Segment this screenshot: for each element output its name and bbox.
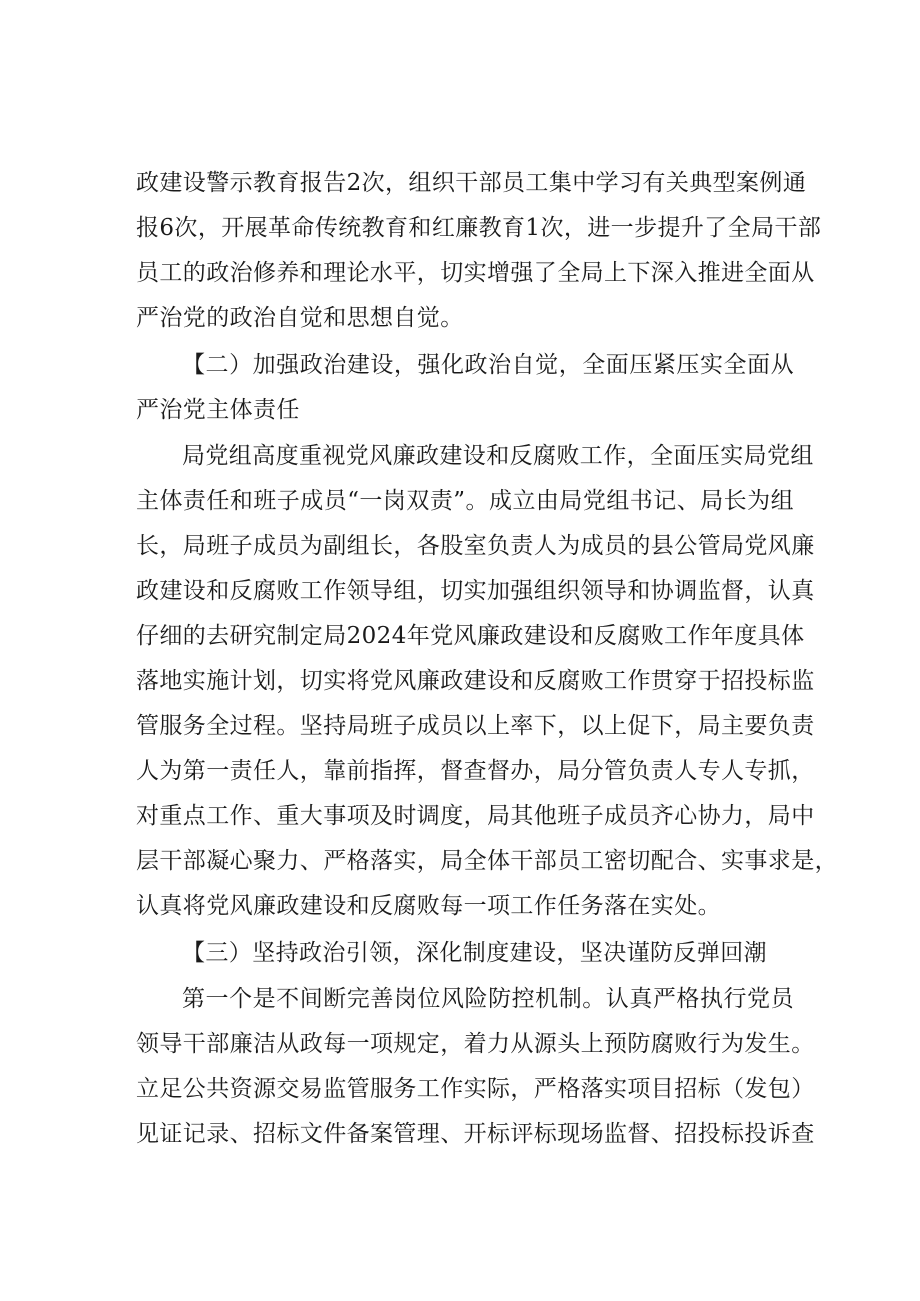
section-heading-3: 【三）坚持政治引领，深化制度建设，坚决谨防反弹回潮 — [182, 940, 767, 966]
body-text-line: 管服务全过程。坚持局班子成员以上率下，以上促下，局主要负责 — [136, 713, 815, 739]
body-text-line: 层干部凝心聚力、严格落实，局全体干部员工密切配合、实事求是， — [136, 848, 838, 874]
body-text-line: 落地实施计划，切实将党风廉政建设和反腐败工作贯穿于招投标监 — [136, 668, 815, 694]
paragraph-first-line: 局党组高度重视党风廉政建设和反腐败工作，全面压实局党组 — [182, 443, 814, 469]
body-text-line: 认真将党风廉政建设和反腐败每一项工作任务落在实处。 — [136, 893, 721, 919]
body-text-line: 长，局班子成员为副组长，各股室负责人为成员的县公管局党风廉 — [136, 533, 815, 559]
body-text-line: 员工的政治修养和理论水平，切实增强了全局上下深入推进全面从 — [136, 260, 815, 286]
body-text-line: 人为第一责任人，靠前指挥，督查督办，局分管负责人专人专抓， — [136, 758, 815, 784]
body-text-line: 仔细的去研究制定局2024年党风廉政建设和反腐败工作年度具体 — [136, 623, 805, 649]
body-text-line: 领导干部廉洁从政每一项规定，着力从源头上预防腐败行为发生。 — [136, 1031, 815, 1057]
body-text-line: 报6次，开展革命传统教育和红廉教育1次，进一步提升了全局干部 — [136, 215, 822, 241]
body-text-line: 见证记录、招标文件备案管理、开标评标现场监督、招投标投诉查 — [136, 1121, 815, 1147]
body-text-line: 政建设警示教育报告2次，组织干部员工集中学习有关典型案例通 — [136, 170, 807, 196]
body-text-line: 政建设和反腐败工作领导组，切实加强组织领导和协调监督，认真 — [136, 578, 815, 604]
body-text-line: 对重点工作、重大事项及时调度，局其他班子成员齐心协力，局中 — [136, 803, 815, 829]
section-heading-2-cont: 严治党主体责任 — [136, 397, 300, 423]
section-heading-2: 【二）加强政治建设，强化政治自觉，全面压紧压实全面从 — [182, 352, 794, 378]
paragraph-first-line: 第一个是不间断完善岗位风险防控机制。认真严格执行党员 — [182, 986, 794, 1012]
body-text-line: 立足公共资源交易监管服务工作实际，严格落实项目招标（发包） — [136, 1076, 815, 1102]
body-text-line: 严治党的政治自觉和思想自觉。 — [136, 305, 464, 331]
body-text-line: 主体责任和班子成员“一岗双责”。成立由局党组书记、局长为组 — [136, 488, 794, 514]
